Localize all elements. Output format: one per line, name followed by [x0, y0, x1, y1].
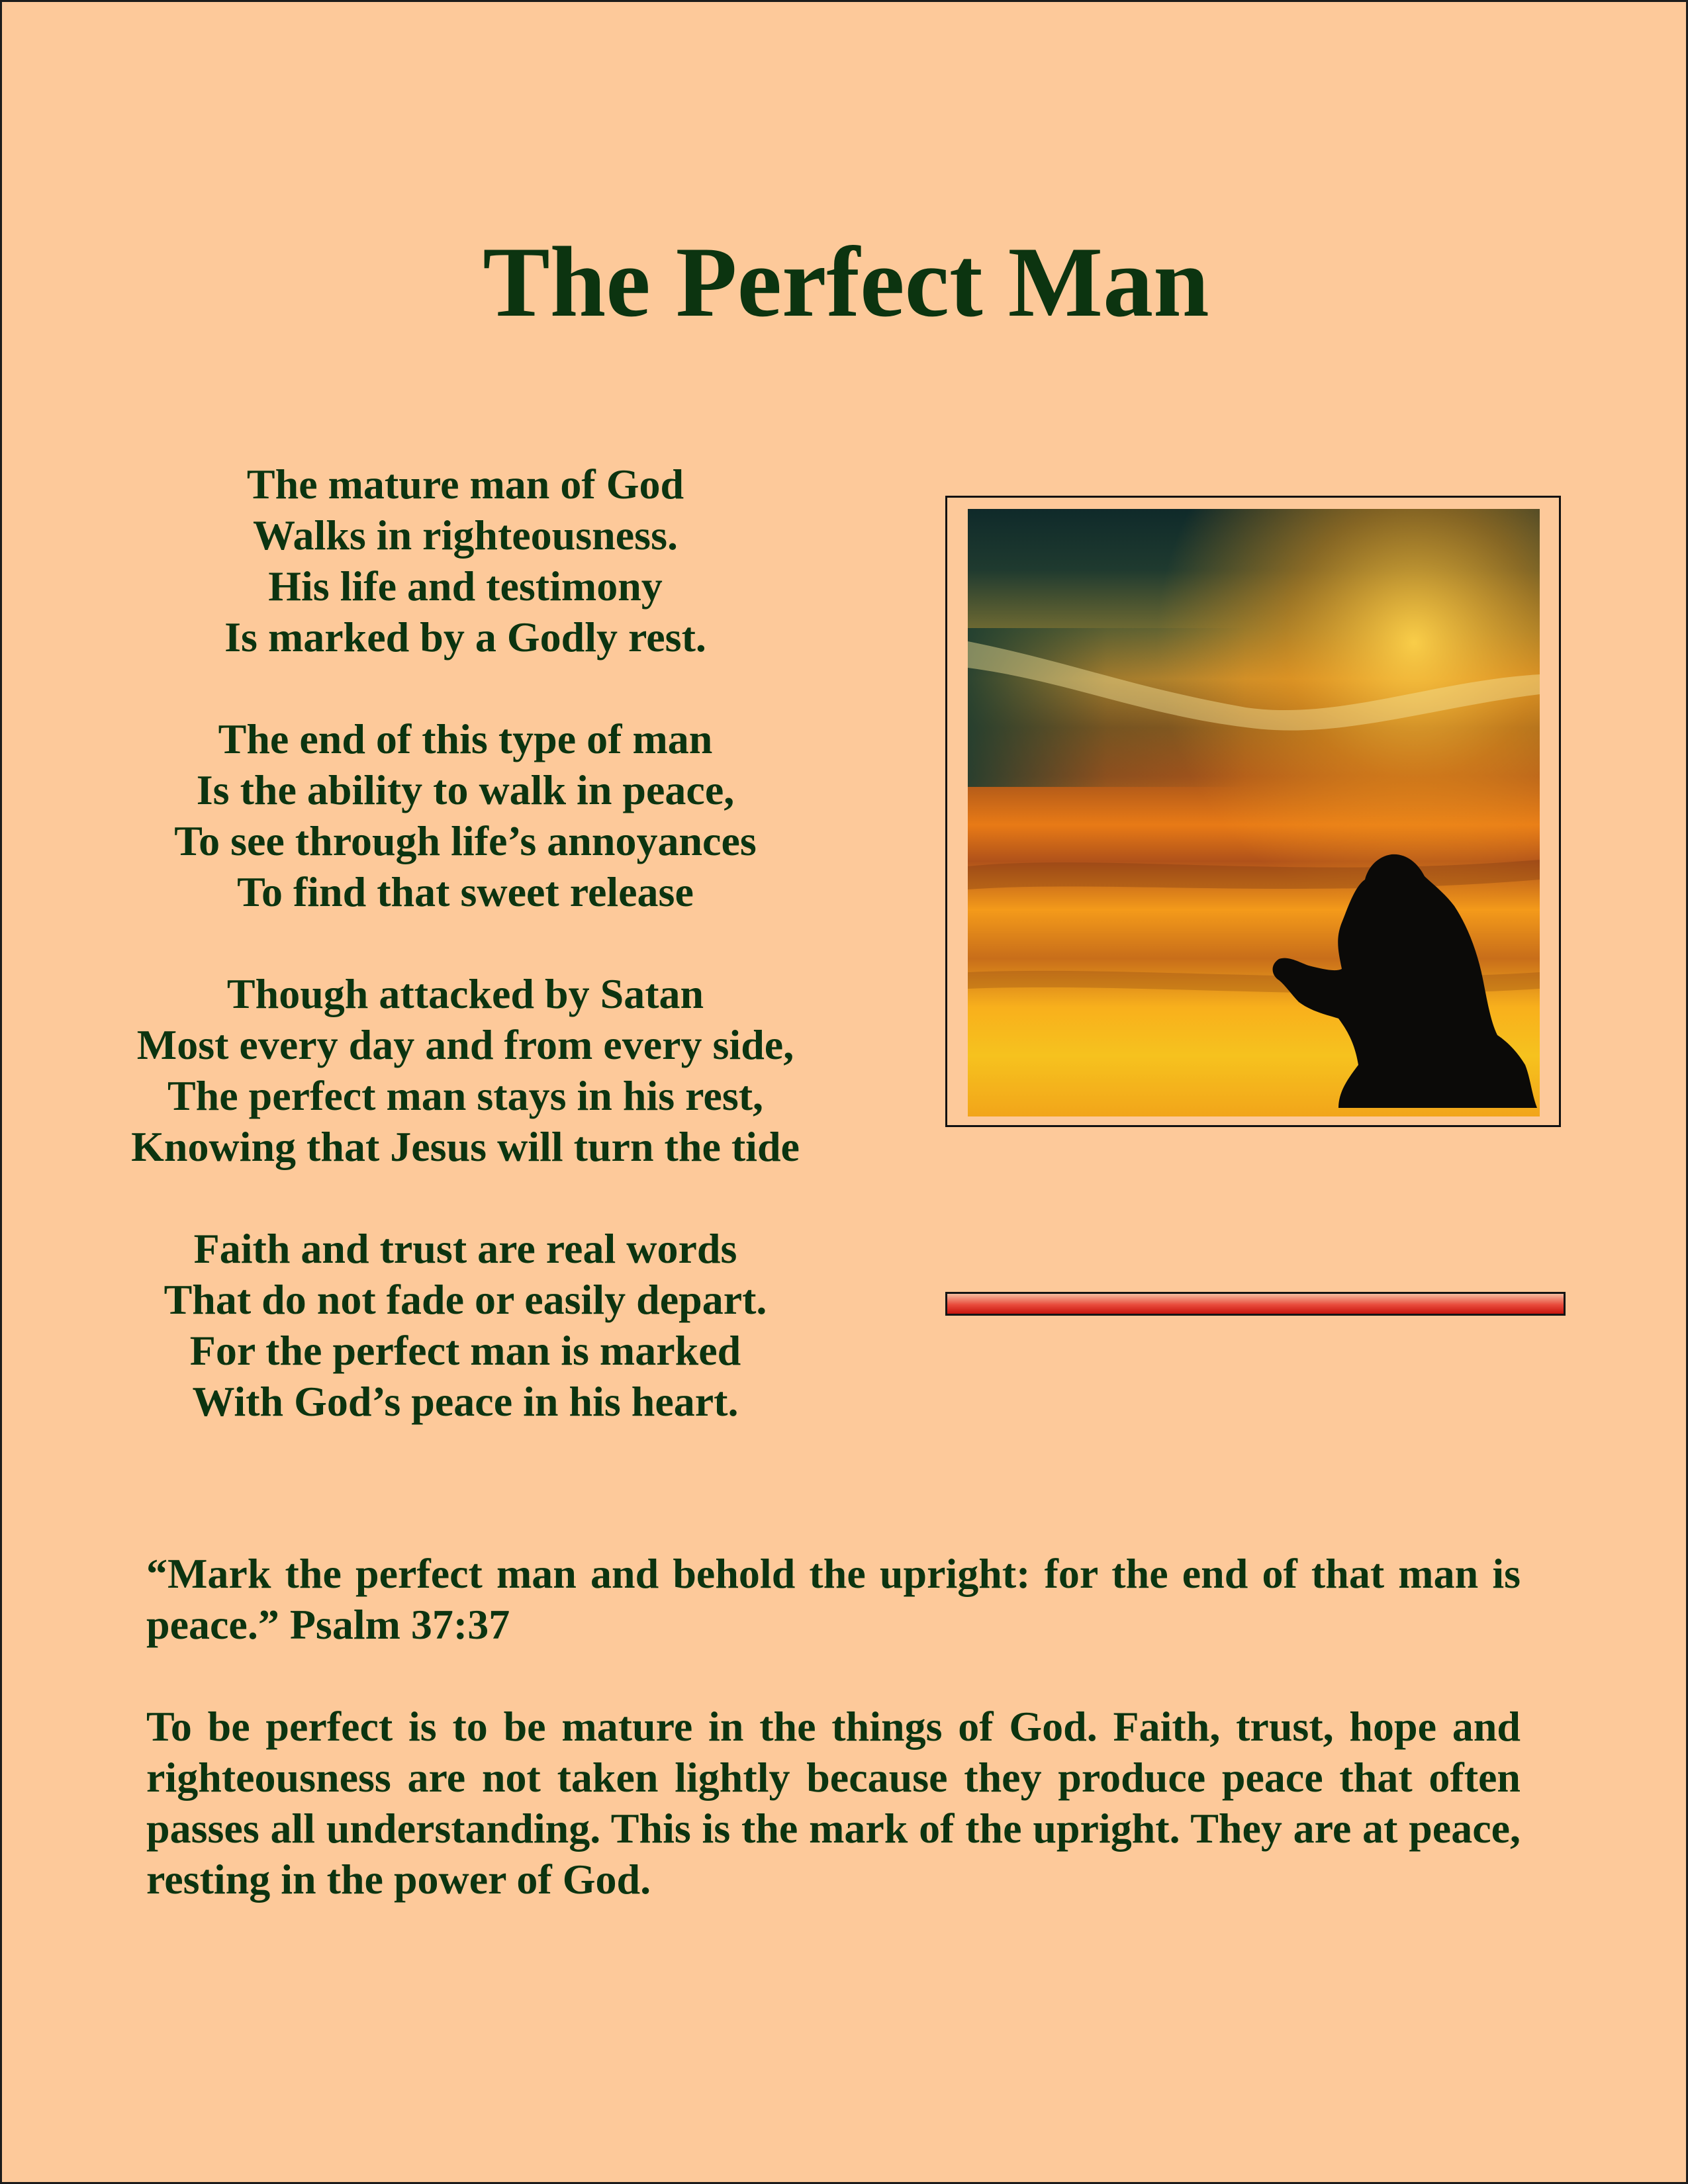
- poem-stanza: [95, 459, 836, 662]
- poem-stanza: [95, 713, 836, 917]
- poem-line: Is the ability to walk in peace,: [196, 766, 735, 813]
- commentary: [146, 1548, 1521, 1905]
- poem-line: To see through life’s annoyances: [174, 817, 757, 864]
- poem: [95, 459, 836, 1427]
- poem-line: For the perfect man is marked: [189, 1327, 741, 1374]
- poem-stanza: [95, 1223, 836, 1427]
- poem-line: Knowing that Jesus will turn the tide: [131, 1123, 800, 1170]
- decorative-rule-bar: [945, 1292, 1566, 1316]
- poem-line: His life and testimony: [268, 563, 663, 610]
- poem-line: That do not fade or easily depart.: [164, 1276, 767, 1323]
- poem-line: Is marked by a Godly rest.: [224, 614, 706, 660]
- poem-line: The end of this type of man: [218, 715, 713, 762]
- poem-line: With God’s peace in his heart.: [192, 1378, 739, 1425]
- photo-frame: [945, 496, 1561, 1127]
- poem-line: Most every day and from every side,: [136, 1021, 794, 1068]
- poem-line: To find that sweet release: [237, 868, 694, 915]
- poem-line: Walks in righteousness.: [253, 512, 678, 559]
- poem-line: The perfect man stays in his rest,: [167, 1072, 764, 1119]
- poem-line: Faith and trust are real words: [193, 1225, 737, 1272]
- commentary-paragraph: To be perfect is to be mature in the things of God. Faith, trust, hope and righteousness are not taken lightly because they produce peace that often passes all understanding. This is the mark of the upright. They are at peace, resting in the power of God.: [146, 1703, 1521, 1903]
- poem-stanza: [95, 968, 836, 1172]
- scripture-quote: “Mark the perfect man and behold the upright: for the end of that man is peace.” Psalm 37:37: [146, 1550, 1521, 1648]
- praying-man-sunset-image: [968, 509, 1540, 1116]
- poem-line: The mature man of God: [246, 461, 684, 508]
- poem-line: Though attacked by Satan: [226, 970, 704, 1017]
- page-title: The Perfect Man: [483, 226, 1209, 338]
